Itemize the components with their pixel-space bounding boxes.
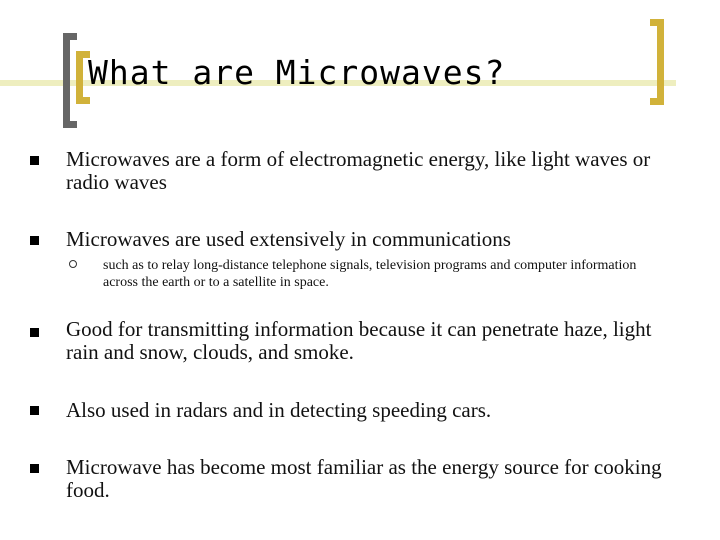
bullet-text: Microwave has become most familiar as the energy source for cooking food. — [66, 455, 662, 502]
bullet-text: Microwaves are used extensively in communications — [66, 227, 511, 251]
slide-title: What are Microwaves? — [88, 53, 506, 92]
bullet-text: Also used in radars and in detecting speeding cars. — [66, 398, 492, 422]
square-bullet-icon — [30, 328, 39, 337]
bullet-text: Good for transmitting information because it can penetrate haze, light rain and snow, clouds, and smoke. — [66, 317, 652, 364]
square-bullet-icon — [30, 406, 39, 415]
square-bullet-icon — [30, 236, 39, 245]
left-bracket-decoration — [63, 33, 77, 128]
right-bracket-decoration — [650, 19, 664, 105]
square-bullet-icon — [30, 464, 39, 473]
circle-bullet-icon — [69, 260, 77, 268]
sub-bullet-text: such as to relay long-distance telephone signals, television programs and computer information across the earth or to a satellite in space. — [103, 258, 637, 290]
square-bullet-icon — [30, 156, 39, 165]
bullet-text: Microwaves are a form of electromagnetic energy, like light waves or radio waves — [66, 147, 651, 194]
